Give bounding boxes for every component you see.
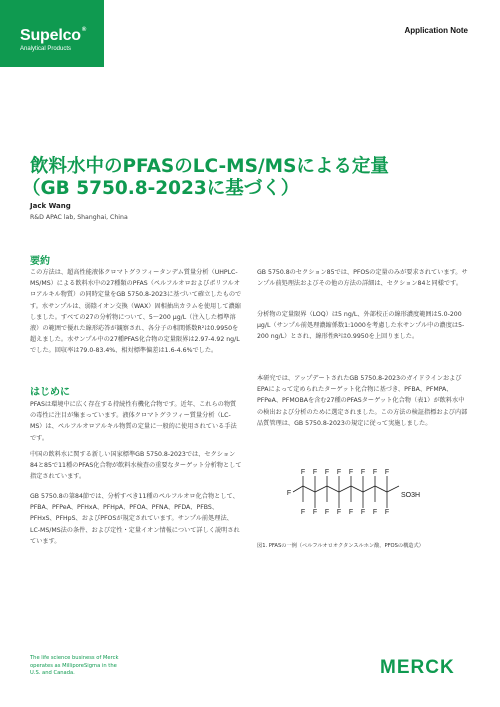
intro-paragraph-3: GB 5750.8の第84節では、分析すべき11種のペルフルオロ化合物として、PFBA、PFPeA、PFHxA、PFHpA、PFOA、PFNA、PFDA、PFBS、PFHxS、PFHpS、およびPFOSが規定されています。サンプル前処理法、LC-MS/MS法の条件、および定性・定量イオン情報について詳しく説明されています。 (30, 493, 240, 545)
supelco-subtitle: Analytical Products (20, 46, 72, 52)
fluorine-atoms (287, 469, 389, 516)
fluorine-atom-label: F (360, 509, 366, 516)
fluorine-atom-label: F (372, 469, 378, 476)
right-paragraph-3: 本研究では、アップデートされたGB 5750.8-2023のガイドラインおよびEPAによって定められたターゲット化合物に基づき、PFBA、PFMPA、PFPeA、PFMOBAを含む27種のPFASターゲット化合物（表1）が飲料水中の検出および分析のために選定されました。この方法の検証指標および内部品質管理は、GB 5750.8-2023の規定に従って実施しました。 (257, 375, 468, 427)
sulfonic-acid-group: SO3H (401, 492, 421, 499)
merck-logo-text: MERCK (380, 657, 455, 677)
page-title (22, 156, 470, 200)
fluorine-atom-label: F (360, 469, 366, 476)
fluorine-atom-label: F (336, 469, 342, 476)
fluorine-atom-label: F (324, 509, 330, 516)
fluorine-atom-label: F (348, 469, 354, 476)
pfos-structure-diagram (285, 462, 465, 542)
supelco-logo: Supelco® (20, 27, 87, 44)
fluorine-atom-label: F (336, 509, 342, 516)
fluorine-atom-label: F (312, 509, 318, 516)
fluorine-atom-label: F (348, 509, 354, 516)
carbon-chain (293, 476, 399, 508)
summary-heading: 要約 (30, 256, 50, 267)
document-type-label: Application Note (404, 26, 468, 35)
fluorine-atom-label: F (324, 469, 330, 476)
author-name: Jack Wang (30, 202, 71, 210)
title-line-2: （GB 5750.8-2023に基づく） (22, 178, 300, 199)
footer-note: The life science business of Merck operates as MilliporeSigma in the U.S. and Canada. (30, 655, 119, 676)
fluorine-atom-label: F (384, 509, 390, 516)
intro-paragraph-1: PFASは環境中に広く存在する持続性有機化合物です。近年、これらの物質の毒性に注目が集まっています。液体クロマトグラフィー質量分析（LC-MS）は、ペルフルオロアルキル物質の定量に一般的に使用されている手法です。 (30, 401, 237, 442)
right-paragraph-2: 分析物の定量限界（LOQ）は5 ng/L、外部校正の線形濃度範囲は5.0-200 μg/L（サンプル前処理濃縮係数1:1000を考慮した水サンプル中の濃度は5-200 ng/L）とされ、線形性R²は0.9950を上回りました。 (257, 311, 465, 341)
fluorine-atom-label: F (312, 469, 318, 476)
fluorine-atom-label: F (372, 509, 378, 516)
merck-logo (380, 655, 470, 677)
fluorine-atom-label: F (286, 490, 292, 497)
right-paragraph-1: GB 5750.8のセクション85では、PFOSの定量のみが要求されています。サンプル前処理法およびその他の方法の詳細は、セクション84と同様です。 (257, 269, 468, 288)
fluorine-atom-label: F (384, 469, 390, 476)
author-affiliation: R&D APAC lab, Shanghai, China (30, 214, 128, 221)
fluorine-atom-label: F (300, 469, 306, 476)
intro-heading: はじめに (30, 387, 70, 398)
intro-paragraph-2: 中国の飲料水に関する新しい国家標準GB 5750.8-2023では、セクション84と85で11種のPFAS化合物が飲料水検査の重要なターゲット分析物として指定されています。 (30, 451, 242, 481)
title-line-1: 飲料水中のPFASのLC-MS/MSによる定量 (30, 156, 389, 177)
figure-caption: 図1. PFASの一例（ペルフルオロオクタンスルホン酸、PFOSの構造式） (257, 543, 424, 549)
summary-paragraph: この方法は、超高性能液体クロマトグラフィータンデム質量分析（UHPLC-MS/MS）による飲料水中の27種類のPFAS（ペルフルオロおよびポリフルオロアルキル物質）の同時定量をGB 5750.8-2023に基づいて確立したものです。水サンプルは、弱陰イオン交換（WAX）固相抽出カラムを使用して濃縮しました。すべての27の分析物について、5〜200 μg/L（注入した標準溶液）の範囲で優れた線形応答が観察され、各分子の相関係数R²は0.9950を超えました。水サンプル中の27種PFAS化合物の定量限界は2.97-4.92 ng/Lでした。回収率は79.0-83.4%、相対標準偏差は1.6-4.6%でした。 (30, 269, 242, 355)
fluorine-atom-label: F (300, 509, 306, 516)
